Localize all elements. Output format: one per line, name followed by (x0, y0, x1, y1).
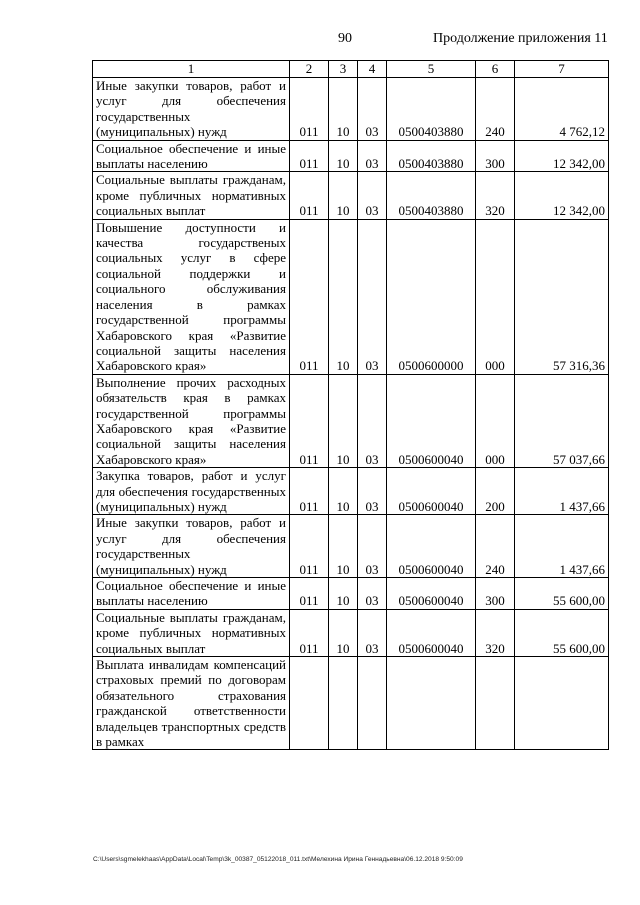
amount: 57 037,66 (515, 374, 609, 467)
expense-type-code: 000 (476, 374, 515, 467)
section-code: 10 (329, 578, 358, 610)
table-header-row (93, 61, 609, 78)
column-header: 5 (387, 61, 476, 78)
row-description: Социальные выплаты гражданам, кроме публичных нормативных социальных выплат (93, 172, 290, 219)
ministry-code: 011 (290, 78, 329, 141)
column-header: 2 (290, 61, 329, 78)
target-article-code: 0500600000 (387, 219, 476, 374)
column-header: 3 (329, 61, 358, 78)
target-article-code: 0500600040 (387, 468, 476, 515)
ministry-code: 011 (290, 172, 329, 219)
table-row (93, 578, 609, 610)
target-article-code: 0500600040 (387, 515, 476, 578)
file-path-footer: C:\Users\sgmelekhaas\AppData\Local\Temp\3k_00387_05122018_011.txt\Мелехина Ирина Геннадьевна\06.12.2018 9:50:09 (93, 856, 463, 863)
amount: 12 342,00 (515, 172, 609, 219)
appendix-continuation-label: Продолжение приложения 11 (433, 31, 608, 46)
expense-type-code: 320 (476, 609, 515, 656)
row-description: Социальные выплаты гражданам, кроме публичных нормативных социальных выплат (93, 609, 290, 656)
row-description: Иные закупки товаров, работ и услуг для обеспечения государственных (муниципальных) нужд (93, 515, 290, 578)
expense-type-code: 200 (476, 468, 515, 515)
amount: 55 600,00 (515, 578, 609, 610)
target-article-code: 0500600040 (387, 374, 476, 467)
column-header: 6 (476, 61, 515, 78)
section-code: 10 (329, 515, 358, 578)
row-description: Иные закупки товаров, работ и услуг для обеспечения государственных (муниципальных) нужд (93, 78, 290, 141)
table-row (93, 609, 609, 656)
ministry-code: 011 (290, 219, 329, 374)
expense-type-code: 300 (476, 140, 515, 172)
ministry-code: 011 (290, 578, 329, 610)
subsection-code: 03 (358, 78, 387, 141)
amount: 1 437,66 (515, 515, 609, 578)
expense-type-code: 240 (476, 515, 515, 578)
section-code: 10 (329, 140, 358, 172)
column-header: 7 (515, 61, 609, 78)
ministry-code: 011 (290, 515, 329, 578)
column-header: 1 (93, 61, 290, 78)
column-header: 4 (358, 61, 387, 78)
subsection-code: 03 (358, 578, 387, 610)
table-row (93, 78, 609, 141)
subsection-code: 03 (358, 219, 387, 374)
table-row (93, 657, 609, 750)
target-article-code: 0500403880 (387, 140, 476, 172)
subsection-code: 03 (358, 609, 387, 656)
subsection-code: 03 (358, 374, 387, 467)
row-description: Повышение доступности и качества государственых социальных услуг в сфере социальной поддержки и социального обслуживания населения в рамках государственной программы Хабаровского края «Развитие социальной защиты населения Хабаровского края» (93, 219, 290, 374)
row-description: Закупка товаров, работ и услуг для обеспечения государственных (муниципальных) нужд (93, 468, 290, 515)
target-article-code: 0500403880 (387, 78, 476, 141)
subsection-code: 03 (358, 172, 387, 219)
target-article-code: 0500600040 (387, 578, 476, 610)
expense-type-code (476, 657, 515, 750)
section-code: 10 (329, 609, 358, 656)
amount: 4 762,12 (515, 78, 609, 141)
expense-type-code: 320 (476, 172, 515, 219)
row-description: Выполнение прочих расходных обязательств края в рамках государственной программы Хабаровского края «Развитие социальной защиты населения Хабаровского края» (93, 374, 290, 467)
target-article-code: 0500600040 (387, 609, 476, 656)
ministry-code: 011 (290, 140, 329, 172)
amount: 55 600,00 (515, 609, 609, 656)
table-row (93, 374, 609, 467)
subsection-code: 03 (358, 140, 387, 172)
amount (515, 657, 609, 750)
target-article-code: 0500403880 (387, 172, 476, 219)
table-row (93, 219, 609, 374)
section-code (329, 657, 358, 750)
amount: 57 316,36 (515, 219, 609, 374)
budget-table (92, 60, 609, 750)
table-row (93, 140, 609, 172)
ministry-code: 011 (290, 609, 329, 656)
ministry-code: 011 (290, 374, 329, 467)
ministry-code (290, 657, 329, 750)
subsection-code: 03 (358, 468, 387, 515)
section-code: 10 (329, 78, 358, 141)
row-description: Выплата инвалидам компенсаций страховых премий по договорам обязательного страхования гражданской ответственности владельцев транспортных средств в рамках (93, 657, 290, 750)
row-description: Социальное обеспечение и иные выплаты населению (93, 578, 290, 610)
table-row (93, 515, 609, 578)
subsection-code (358, 657, 387, 750)
expense-type-code: 240 (476, 78, 515, 141)
amount: 12 342,00 (515, 140, 609, 172)
section-code: 10 (329, 468, 358, 515)
expense-type-code: 300 (476, 578, 515, 610)
subsection-code: 03 (358, 515, 387, 578)
section-code: 10 (329, 172, 358, 219)
row-description: Социальное обеспечение и иные выплаты населению (93, 140, 290, 172)
section-code: 10 (329, 219, 358, 374)
amount: 1 437,66 (515, 468, 609, 515)
target-article-code (387, 657, 476, 750)
page-number: 90 (338, 31, 352, 46)
expense-type-code: 000 (476, 219, 515, 374)
section-code: 10 (329, 374, 358, 467)
ministry-code: 011 (290, 468, 329, 515)
table-row (93, 172, 609, 219)
table-row (93, 468, 609, 515)
